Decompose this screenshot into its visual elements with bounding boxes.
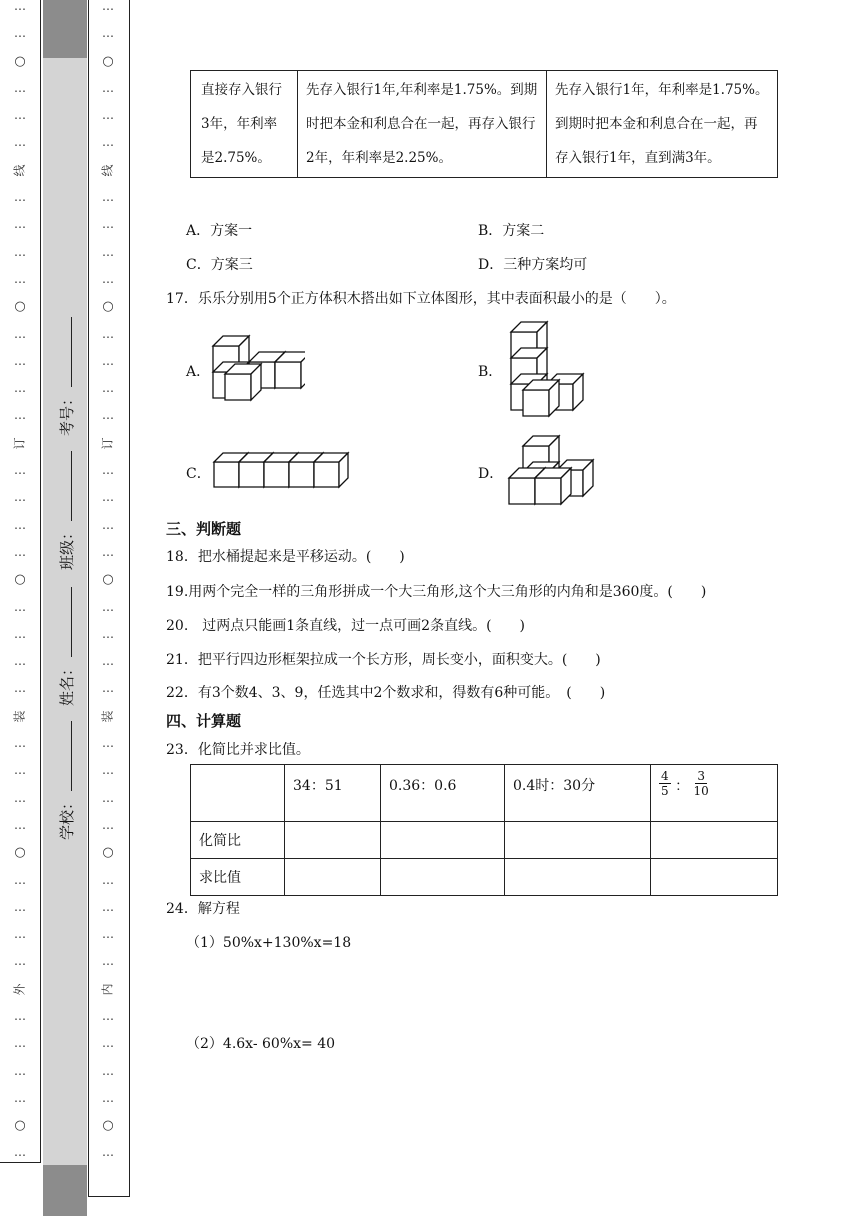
cube-front-face	[225, 374, 251, 400]
outer-binding-strip	[0, 0, 41, 1163]
school-label: 学校：	[58, 794, 76, 840]
q17-option-a-label[interactable]: A．	[186, 364, 211, 380]
cut-dots: …	[14, 381, 26, 396]
cut-dots: …	[102, 381, 114, 396]
q16-option-b[interactable]: B．方案二	[478, 223, 545, 239]
cut-circle-icon: ○	[14, 845, 26, 861]
header-ratio-3: 0.4时：30分	[505, 765, 651, 822]
cube-figure-a	[205, 325, 305, 405]
binding-mark: 线	[12, 164, 27, 177]
class-label: 班级：	[58, 524, 76, 570]
cut-dots: …	[14, 872, 26, 887]
cut-dots: …	[102, 1036, 114, 1051]
school-blank	[71, 721, 72, 791]
cut-dots: …	[14, 271, 26, 286]
cut-dots: …	[102, 654, 114, 669]
binding-mark: 线	[100, 164, 115, 177]
q22-text: 22．有3个数4、3、9，任选其中2个数求和，得数有6种可能。 ( )	[166, 685, 606, 701]
cut-dots: …	[102, 190, 114, 205]
cut-dots: …	[102, 790, 114, 805]
cut-circle-icon: ○	[14, 1118, 26, 1134]
q17-option-d-label[interactable]: D．	[478, 466, 504, 482]
cut-dots: …	[14, 353, 26, 368]
cut-dots: …	[14, 1063, 26, 1078]
cut-dots: …	[102, 517, 114, 532]
band-bottom-block	[43, 1165, 87, 1216]
class-field[interactable]	[56, 451, 77, 570]
cut-dots: …	[14, 954, 26, 969]
table-row	[191, 71, 778, 178]
class-blank	[71, 451, 72, 521]
inner-binding-strip	[88, 0, 130, 1197]
cut-dots: …	[14, 326, 26, 341]
cut-circle-icon: ○	[102, 845, 114, 861]
cut-dots: …	[102, 463, 114, 478]
cut-dots: …	[14, 654, 26, 669]
cut-dots: …	[14, 626, 26, 641]
cut-dots: …	[102, 217, 114, 232]
q16-option-d[interactable]: D．三种方案均可	[478, 257, 588, 273]
plan-one-cell: 直接存入银行3年，年利率是2.75%。	[191, 71, 298, 178]
cut-dots: …	[102, 135, 114, 150]
cube-front-face	[523, 390, 549, 416]
cut-dots: …	[102, 736, 114, 751]
header-ratio-2: 0.36：0.6	[381, 765, 505, 822]
cut-dots: …	[102, 681, 114, 696]
plan-three-cell: 先存入银行1年，年利率是1.75%。到期时把本金和利息合在一起，再存入银行1年，直到满3年。	[547, 71, 778, 178]
cut-dots: …	[14, 763, 26, 778]
inner-dotted-cut-line	[98, 0, 118, 1160]
cut-dots: …	[14, 1145, 26, 1160]
plan-two-cell: 先存入银行1年,年利率是1.75%。到期时把本金和利息合在一起，再存入银行2年，年利率是2.25%。	[298, 71, 547, 178]
cut-dots: …	[14, 108, 26, 123]
cube-front-face	[214, 462, 239, 487]
binding-mark: 装	[100, 710, 115, 723]
cut-dots: …	[14, 463, 26, 478]
table-row	[191, 822, 778, 859]
cube-front-face	[509, 478, 535, 504]
answer-cell[interactable]	[285, 859, 381, 896]
cut-dots: …	[102, 0, 114, 13]
cut-dots: …	[102, 817, 114, 832]
cut-dots: …	[14, 544, 26, 559]
cut-circle-icon: ○	[14, 299, 26, 315]
fraction-four-fifths: $\frac{4}{5}$	[661, 769, 669, 798]
q17-option-b-label[interactable]: B．	[478, 364, 503, 380]
name-label: 姓名：	[58, 660, 76, 706]
cut-dots: …	[102, 244, 114, 259]
section-3-title: 三、判断题	[166, 520, 242, 538]
cube-figure-d	[505, 432, 595, 507]
row-label-ratio-value: 求比值	[191, 859, 285, 896]
school-field[interactable]	[56, 721, 77, 840]
cut-circle-icon: ○	[14, 572, 26, 588]
name-field[interactable]	[56, 587, 77, 706]
cube-figure-b	[505, 318, 585, 418]
cube-front-face	[239, 462, 264, 487]
table-row	[191, 765, 778, 822]
fraction-three-tenths: $\frac{3}{10}$	[693, 769, 709, 798]
section-4-title: 四、计算题	[166, 712, 242, 730]
cut-dots: …	[14, 135, 26, 150]
binding-mark: 外	[12, 983, 27, 996]
q20-text: 20. 过两点只能画1条直线，过一点可画2条直线。( )	[166, 618, 526, 634]
id-label: 考号：	[58, 390, 76, 436]
id-field[interactable]	[56, 317, 77, 436]
cut-dots: …	[102, 326, 114, 341]
cut-circle-icon: ○	[102, 53, 114, 69]
cut-dots: …	[14, 244, 26, 259]
answer-cell[interactable]	[381, 859, 505, 896]
cut-dots: …	[14, 927, 26, 942]
savings-plan-table	[190, 70, 778, 178]
name-blank	[71, 587, 72, 657]
cut-dots: …	[14, 790, 26, 805]
answer-cell[interactable]	[651, 859, 778, 896]
binding-mark: 订	[100, 437, 115, 450]
binding-mark: 订	[12, 437, 27, 450]
cut-dots: …	[14, 517, 26, 532]
q23-text: 23．化简比并求比值。	[166, 742, 310, 758]
header-empty-cell	[191, 765, 285, 822]
cube-figure-c	[208, 448, 358, 493]
cut-dots: …	[102, 544, 114, 559]
cube-front-face	[289, 462, 314, 487]
q16-option-a[interactable]: A．方案一	[186, 223, 253, 239]
cut-dots: …	[102, 108, 114, 123]
cube-front-face	[535, 478, 561, 504]
cut-dots: …	[14, 0, 26, 13]
equation-2: （2）4.6x- 60%x= 40	[186, 1036, 336, 1052]
cut-dots: …	[14, 190, 26, 205]
cut-dots: …	[102, 1090, 114, 1105]
cut-dots: …	[102, 872, 114, 887]
cut-dots: …	[14, 736, 26, 751]
cut-dots: …	[14, 1090, 26, 1105]
q24-text: 24．解方程	[166, 901, 240, 917]
cut-dots: …	[14, 599, 26, 614]
cut-dots: …	[14, 490, 26, 505]
cut-dots: …	[102, 271, 114, 286]
cut-dots: …	[102, 927, 114, 942]
id-blank	[71, 317, 72, 387]
equation-1: （1）50%x+130%x=18	[186, 935, 352, 951]
cut-dots: …	[102, 1008, 114, 1023]
cut-dots: …	[102, 763, 114, 778]
binding-mark: 内	[100, 983, 115, 996]
cut-dots: …	[14, 1036, 26, 1051]
q17-text: 17．乐乐分别用5个正方体积木搭出如下立体图形，其中表面积最小的是（ ）。	[166, 291, 676, 307]
cut-dots: …	[102, 954, 114, 969]
cut-circle-icon: ○	[14, 53, 26, 69]
cut-circle-icon: ○	[102, 299, 114, 315]
cut-dots: …	[102, 599, 114, 614]
answer-cell[interactable]	[651, 822, 778, 859]
q17-option-c-label[interactable]: C．	[186, 466, 211, 482]
cube-front-face	[264, 462, 289, 487]
cut-dots: …	[102, 80, 114, 95]
binding-mark: 装	[12, 710, 27, 723]
header-ratio-1: 34：51	[285, 765, 381, 822]
q19-text: 19.用两个完全一样的三角形拼成一个大三角形,这个大三角形的内角和是360度。( )	[166, 584, 707, 600]
cube-front-face	[314, 462, 339, 487]
cut-dots: …	[14, 80, 26, 95]
cut-dots: …	[102, 1063, 114, 1078]
answer-cell[interactable]	[381, 822, 505, 859]
ratio-table	[190, 764, 778, 896]
cut-dots: …	[102, 408, 114, 423]
cut-dots: …	[102, 626, 114, 641]
row-label-simplify: 化简比	[191, 822, 285, 859]
header-ratio-4: $\frac{4}{5}$ ： $\frac{3}{10}$	[651, 765, 778, 822]
cut-dots: …	[14, 217, 26, 232]
band-top-block	[43, 0, 87, 58]
cut-dots: …	[102, 353, 114, 368]
cut-dots: …	[14, 408, 26, 423]
outer-dotted-cut-line	[10, 0, 30, 1160]
cut-dots: …	[102, 490, 114, 505]
table-row	[191, 859, 778, 896]
cut-dots: …	[102, 1145, 114, 1160]
cut-dots: …	[102, 26, 114, 41]
q18-text: 18．把水桶提起来是平移运动。( )	[166, 549, 405, 565]
cube-front-face	[275, 362, 301, 388]
cut-dots: …	[14, 26, 26, 41]
cut-dots: …	[14, 899, 26, 914]
cut-dots: …	[14, 817, 26, 832]
answer-cell[interactable]	[505, 822, 651, 859]
cut-dots: …	[14, 681, 26, 696]
q21-text: 21．把平行四边形框架拉成一个长方形，周长变小，面积变大。( )	[166, 652, 601, 668]
answer-cell[interactable]	[505, 859, 651, 896]
answer-cell[interactable]	[285, 822, 381, 859]
cut-circle-icon: ○	[102, 1118, 114, 1134]
cut-dots: …	[14, 1008, 26, 1023]
cut-dots: …	[102, 899, 114, 914]
q16-option-c[interactable]: C．方案三	[186, 257, 253, 273]
cut-circle-icon: ○	[102, 572, 114, 588]
